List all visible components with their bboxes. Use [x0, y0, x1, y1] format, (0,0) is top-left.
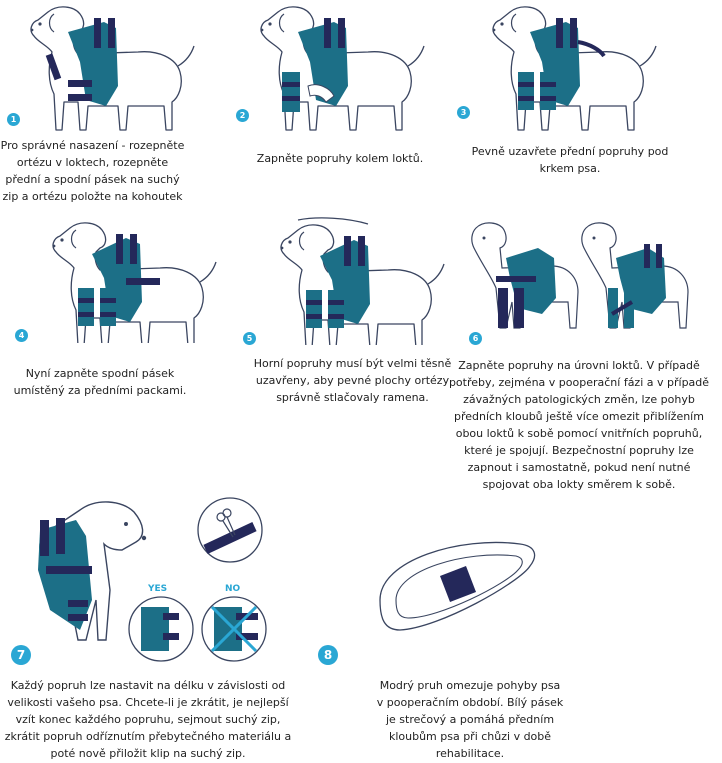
step-8-number-badge: 8	[318, 645, 338, 665]
step-4-illustration	[30, 218, 230, 343]
scissors-circle-icon	[195, 495, 265, 565]
incorrect-fit-circle	[200, 595, 268, 663]
step-1-illustration	[8, 2, 208, 137]
step-2-number-badge: 2	[236, 109, 249, 122]
step-5-number-badge: 5	[243, 332, 256, 345]
step-5-caption: Horní popruhy musí být velmi těsně uzavřeny, aby pevné plochy ortézy správně stlačovaly ramena.	[253, 357, 452, 404]
step-6-illustration-a	[462, 218, 582, 333]
yes-label: YES	[148, 584, 168, 594]
step-1-caption: Pro správné nasazení - rozepněte ortézu v loktech, rozepněte přední a spodní pásek na suchý zip a ortézu položte na kohoutek	[0, 139, 185, 203]
no-label: NO	[225, 584, 241, 594]
elastic-band-illustration	[370, 530, 540, 640]
step-5-illustration	[258, 210, 458, 345]
step-3-caption: Pevně uzavřete přední popruhy pod krkem psa.	[471, 145, 669, 175]
step-6-number-badge: 6	[469, 332, 482, 345]
step-2-caption: Zapněte popruhy kolem loktů.	[256, 152, 424, 165]
step-4-number-badge: 4	[15, 329, 28, 342]
step-3-illustration	[470, 2, 690, 137]
step-1-number-badge: 1	[7, 113, 20, 126]
correct-fit-circle	[127, 595, 195, 663]
step-3-number-badge: 3	[457, 106, 470, 119]
step-6-illustration-b	[572, 218, 692, 333]
step-7-caption: Každý popruh lze nastavit na délku v závislosti od velikosti vašeho psa. Chcete-li je zkrátit, je nejlepší vzít konec každého popruhu, sejmout suchý zip, zkrátit popruh odříznutím přebytečného materiálu a poté nově přiložit klip na suchý zip.	[4, 679, 292, 760]
step-6-caption: Zapněte popruhy na úrovni loktů. V případě potřeby, zejména v pooperační fázi a v případě závažných patologických změn, lze pohyb předních kloubů ještě více omezit přiblížením obou loktů k sobě pomocí vnitřních popruhů, které je spojují. Bezpečnostní popruhy lze zapnout i samostatně, pokud není nutné spojovat oba lokty směrem k sobě.	[448, 359, 710, 491]
step-2-illustration	[238, 2, 438, 137]
step-4-caption: Nyní zapněte spodní pásek umístěný za předními packami.	[13, 367, 187, 397]
step-7-number-badge: 7	[11, 645, 31, 665]
step-8-caption: Modrý pruh omezuje pohyby psa v pooperačním období. Bílý pásek je strečový a pomáhá předním kloubům psa při chůzi v době rehabilitace.	[376, 679, 564, 760]
